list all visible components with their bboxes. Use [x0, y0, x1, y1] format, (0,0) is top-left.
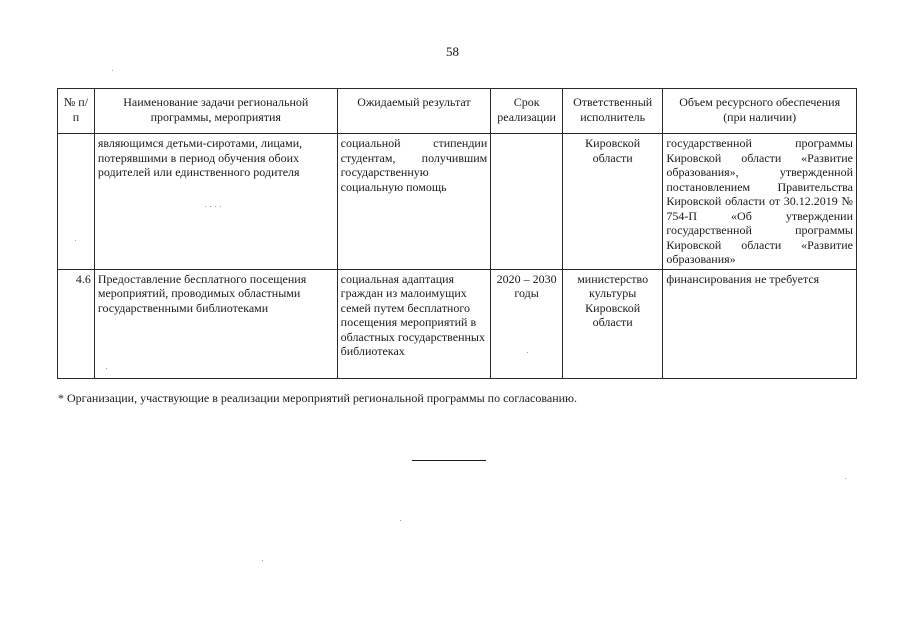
cell-term: 2020 – 2030 годы	[491, 269, 563, 378]
table-header	[58, 89, 857, 134]
header-term: Срок реализации	[491, 89, 563, 134]
scan-speck	[262, 560, 263, 561]
scan-speck	[112, 70, 113, 71]
scan-speck	[75, 240, 76, 241]
cell-task: Предоставление бесплатного посещения мероприятий, проводимых областными государственными библиотеками	[94, 269, 337, 378]
cell-resources: финансирования не требуется	[663, 269, 857, 378]
scan-speck	[205, 206, 206, 207]
header-num: № п/п	[58, 89, 95, 134]
program-table	[57, 88, 857, 379]
scan-speck	[400, 520, 401, 521]
cell-resources: государственной программы Кировской области «Развитие образования», утвержденной постановлением Правительства Кировской области от 30.12.2019 № 754-П «Об утверждении государственной программы Кировской области «Развитие образования»	[663, 134, 857, 270]
cell-term	[491, 134, 563, 270]
scan-speck	[220, 206, 221, 207]
cell-result: социальной стипендии студентам, получившим государственную социальную помощь	[337, 134, 491, 270]
footnote: * Организации, участвующие в реализации мероприятий региональной программы по согласованию.	[58, 391, 578, 405]
page-number: 58	[446, 44, 459, 59]
table-body	[58, 134, 857, 379]
header-task: Наименование задачи региональной программы, мероприятия	[94, 89, 337, 134]
cell-executor: Кировской области	[562, 134, 662, 270]
scan-speck	[106, 368, 107, 369]
cell-executor: министерство культуры Кировской области	[562, 269, 662, 378]
scan-speck	[527, 352, 528, 353]
table-row	[58, 134, 857, 270]
cell-task: являющимся детьми-сиротами, лицами, потерявшими в период обучения обоих родителей или единственного родителя	[94, 134, 337, 270]
cell-num	[58, 134, 95, 270]
end-divider	[412, 460, 486, 461]
scan-speck	[210, 206, 211, 207]
header-result: Ожидаемый результат	[337, 89, 491, 134]
table-row	[58, 269, 857, 378]
table-header-row	[58, 89, 857, 134]
header-resources: Объем ресурсного обеспечения (при наличии)	[663, 89, 857, 134]
scan-speck	[215, 206, 216, 207]
cell-result: социальная адаптация граждан из малоимущих семей путем бесплатного посещения мероприятий в областных государственных библиотеках	[337, 269, 491, 378]
cell-num: 4.6	[58, 269, 95, 378]
scan-speck	[845, 478, 846, 479]
header-executor: Ответственный исполнитель	[562, 89, 662, 134]
